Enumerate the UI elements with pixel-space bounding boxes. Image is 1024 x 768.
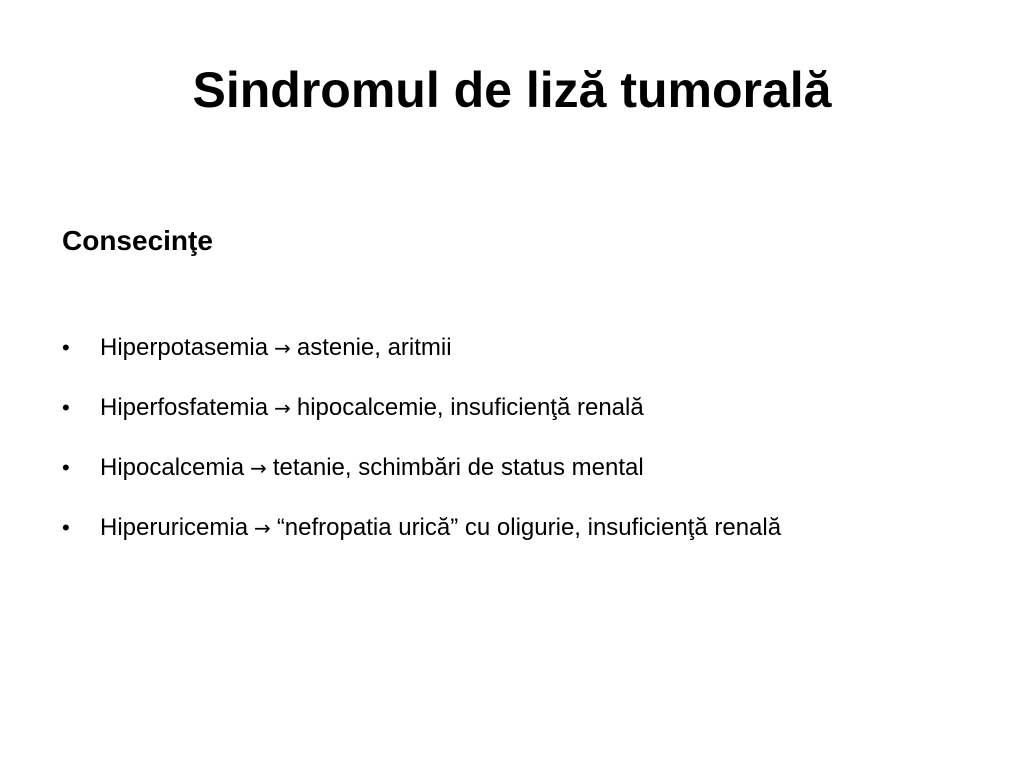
bullet-consequence: hipocalcemie, insuficienţă renală (296, 394, 644, 421)
list-item (62, 390, 982, 450)
bullet-term: Hiperfosfatemia (100, 394, 269, 421)
bullet-term: Hipocalcemia (100, 454, 245, 481)
bullet-term: Hiperpotasemia (100, 334, 269, 361)
list-item (62, 450, 982, 510)
list-item (62, 330, 982, 390)
arrow-right-icon: → (254, 516, 271, 540)
arrow-right-icon: → (250, 456, 267, 480)
section-heading: Consecinţe (62, 225, 213, 256)
bullet-term: Hiperuricemia (100, 514, 249, 541)
list-item (62, 510, 982, 570)
bullet-consequence: tetanie, schimbări de status mental (272, 454, 644, 481)
bullet-icon: • (62, 395, 70, 420)
bullet-icon: • (62, 515, 70, 540)
bullet-icon: • (62, 335, 70, 360)
arrow-right-icon: → (274, 336, 291, 360)
arrow-right-icon: → (274, 396, 291, 420)
slide-title: Sindromul de liză tumorală (192, 62, 832, 118)
bullet-consequence: “nefropatia urică” cu oligurie, insuficienţă renală (276, 514, 782, 541)
bullet-consequence: astenie, aritmii (296, 334, 452, 361)
bullet-list (62, 330, 982, 570)
bullet-icon: • (62, 455, 70, 480)
